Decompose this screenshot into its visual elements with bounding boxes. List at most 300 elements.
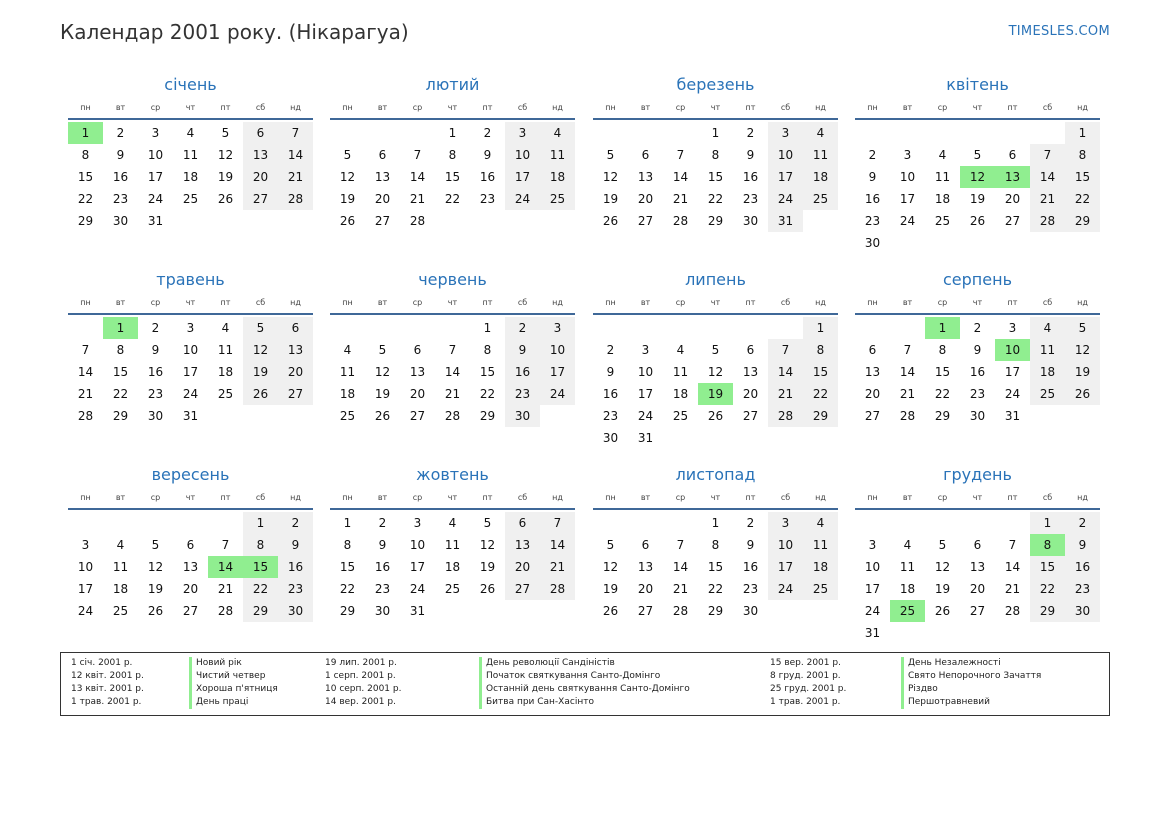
day-cell: 21 (1004, 582, 1021, 596)
day-cell: 3 (186, 321, 195, 335)
day-cell: 5 (606, 148, 615, 162)
day-cell: 27 (1004, 214, 1021, 228)
holiday-row (770, 683, 1100, 696)
day-cell: 12 (707, 365, 724, 379)
holiday-column (71, 657, 321, 709)
day-cell: 15 (803, 361, 838, 383)
month-name: вересень (151, 465, 230, 484)
day-cell: 23 (1065, 578, 1100, 600)
day-cell: 29 (77, 214, 94, 228)
empty-cell (663, 317, 698, 339)
day-cell: 25 (112, 604, 129, 618)
empty-cell (855, 122, 890, 144)
month-name: липень (685, 270, 746, 289)
weekday-label: сб (780, 297, 791, 307)
day-cell: 22 (803, 383, 838, 405)
weekday-label: нд (1077, 492, 1088, 502)
month-name: березень (676, 75, 755, 94)
day-cell: 19 (479, 560, 496, 574)
weekday-label: пн (867, 102, 878, 112)
day-cell: 14 (409, 170, 426, 184)
day-cell: 14 (899, 365, 916, 379)
holiday-row (770, 670, 1100, 683)
day-cell: 4 (540, 122, 575, 144)
day-cell: 28 (444, 409, 461, 423)
day-cell: 5 (1065, 317, 1100, 339)
empty-cell (890, 512, 925, 534)
holiday-date: 12 квіт. 2001 р. (71, 671, 144, 681)
weekday-label: пт (1007, 297, 1018, 307)
weekday-label: пт (220, 102, 231, 112)
weekday-label: сб (517, 492, 528, 502)
weekday-label: пт (1007, 102, 1018, 112)
day-cell: 19 (602, 582, 619, 596)
holiday-name: Початок святкування Санто-Домінго (479, 670, 660, 683)
day-cell: 13 (637, 170, 654, 184)
month-name: січень (164, 75, 217, 94)
day-cell: 28 (409, 214, 426, 228)
weekday-label: чт (710, 102, 721, 112)
holiday-list (60, 652, 1110, 716)
day-cell: 23 (602, 409, 619, 423)
day-cell: 7 (676, 538, 685, 552)
empty-cell (995, 512, 1030, 534)
weekday-label: чт (972, 492, 983, 502)
weekday-label: пн (342, 102, 353, 112)
day-cell: 3 (768, 512, 803, 534)
holiday-name: День праці (189, 696, 248, 709)
weekday-header (855, 96, 1100, 120)
day-cell: 19 (934, 582, 951, 596)
weekday-label: пт (745, 297, 756, 307)
day-cell: 10 (637, 365, 654, 379)
day-grid (330, 122, 575, 232)
day-cell: 19 (339, 192, 356, 206)
month-8 (855, 269, 1100, 427)
day-cell: 26 (374, 409, 391, 423)
day-cell: 12 (602, 560, 619, 574)
day-cell: 21 (672, 192, 689, 206)
holiday-date: 1 січ. 2001 р. (71, 658, 133, 668)
weekday-label: ср (412, 297, 423, 307)
brand-link[interactable]: TIMESLES.COM (1008, 24, 1110, 39)
weekday-label: вт (115, 297, 126, 307)
day-cell: 24 (147, 192, 164, 206)
day-cell: 16 (112, 170, 129, 184)
day-cell: 17 (1004, 365, 1021, 379)
day-cell: 22 (479, 387, 496, 401)
day-cell: 7 (448, 343, 457, 357)
weekday-label: ср (675, 297, 686, 307)
holiday-name: Чистий четвер (189, 670, 265, 683)
day-cell: 3 (151, 126, 160, 140)
day-cell: 16 (969, 365, 986, 379)
weekday-label: чт (447, 102, 458, 112)
day-cell: 26 (147, 604, 164, 618)
day-cell: 23 (278, 578, 313, 600)
day-cell: 13 (409, 365, 426, 379)
empty-cell (960, 122, 995, 144)
day-cell: 5 (378, 343, 387, 357)
day-cell: 21 (899, 387, 916, 401)
weekday-label: ср (675, 102, 686, 112)
day-cell: 5 (711, 343, 720, 357)
day-cell: 10 (409, 538, 426, 552)
day-cell: 10 (768, 144, 803, 166)
holiday-row (770, 657, 1100, 670)
day-cell: 5 (151, 538, 160, 552)
day-cell: 4 (903, 538, 912, 552)
day-cell: 9 (116, 148, 125, 162)
day-cell: 3 (540, 317, 575, 339)
holiday-day-cell: 1 (68, 122, 103, 144)
day-cell: 3 (868, 538, 877, 552)
empty-cell (365, 317, 400, 339)
month-6 (330, 269, 575, 427)
day-cell: 9 (746, 148, 755, 162)
holiday-date: 19 лип. 2001 р. (325, 658, 397, 668)
weekday-header (593, 486, 838, 510)
day-cell: 14 (1004, 560, 1021, 574)
holiday-day-cell: 10 (995, 339, 1030, 361)
holiday-day-cell: 1 (925, 317, 960, 339)
empty-cell (330, 317, 365, 339)
weekday-label: чт (185, 102, 196, 112)
day-cell: 8 (243, 534, 278, 556)
day-cell: 11 (339, 365, 356, 379)
day-cell: 26 (1065, 383, 1100, 405)
month-5 (68, 269, 313, 427)
day-cell: 18 (112, 582, 129, 596)
day-cell: 27 (182, 604, 199, 618)
day-cell: 31 (182, 409, 199, 423)
day-cell: 20 (969, 582, 986, 596)
day-grid (855, 122, 1100, 254)
weekday-label: пн (605, 492, 616, 502)
day-cell: 3 (1008, 321, 1017, 335)
weekday-label: сб (1042, 297, 1053, 307)
day-cell: 22 (1030, 578, 1065, 600)
day-cell: 15 (479, 365, 496, 379)
day-cell: 13 (505, 534, 540, 556)
day-cell: 13 (182, 560, 199, 574)
day-cell: 17 (637, 387, 654, 401)
day-cell: 12 (217, 148, 234, 162)
day-cell: 22 (934, 387, 951, 401)
holiday-name: Новий рік (189, 657, 242, 670)
day-cell: 12 (243, 339, 278, 361)
day-cell: 1 (343, 516, 352, 530)
weekday-header (330, 486, 575, 510)
day-cell: 20 (637, 192, 654, 206)
month-3 (593, 74, 838, 232)
holiday-day-cell: 8 (1030, 534, 1065, 556)
day-cell: 11 (803, 144, 838, 166)
empty-cell (890, 122, 925, 144)
weekday-label: чт (185, 297, 196, 307)
month-1 (68, 74, 313, 232)
day-cell: 11 (444, 538, 461, 552)
day-grid (855, 512, 1100, 644)
holiday-date: 8 груд. 2001 р. (770, 671, 841, 681)
day-cell: 15 (444, 170, 461, 184)
weekday-label: нд (290, 492, 301, 502)
holiday-row (325, 670, 765, 683)
day-cell: 17 (147, 170, 164, 184)
day-grid (593, 122, 838, 232)
day-cell: 4 (343, 343, 352, 357)
weekday-label: чт (972, 102, 983, 112)
weekday-label: вт (377, 492, 388, 502)
day-cell: 29 (803, 405, 838, 427)
empty-cell (628, 317, 663, 339)
day-grid (68, 122, 313, 232)
day-cell: 16 (479, 170, 496, 184)
day-cell: 26 (243, 383, 278, 405)
day-cell: 23 (479, 192, 496, 206)
day-cell: 6 (505, 512, 540, 534)
day-cell: 8 (81, 148, 90, 162)
day-cell: 13 (637, 560, 654, 574)
holiday-day-cell: 15 (243, 556, 278, 578)
weekday-header (68, 486, 313, 510)
day-cell: 11 (899, 560, 916, 574)
day-cell: 22 (112, 387, 129, 401)
day-cell: 24 (505, 188, 540, 210)
holiday-column (325, 657, 765, 709)
day-cell: 27 (969, 604, 986, 618)
day-cell: 20 (864, 387, 881, 401)
day-cell: 22 (339, 582, 356, 596)
day-cell: 6 (641, 148, 650, 162)
day-cell: 27 (243, 188, 278, 210)
day-cell: 21 (1030, 188, 1065, 210)
day-cell: 16 (742, 170, 759, 184)
day-cell: 27 (742, 409, 759, 423)
day-cell: 1 (448, 126, 457, 140)
weekday-header (68, 96, 313, 120)
day-cell: 13 (969, 560, 986, 574)
day-cell: 15 (707, 170, 724, 184)
empty-cell (995, 122, 1030, 144)
holiday-name: Різдво (901, 683, 938, 696)
day-cell: 12 (339, 170, 356, 184)
day-cell: 27 (637, 214, 654, 228)
day-cell: 30 (969, 409, 986, 423)
day-cell: 21 (278, 166, 313, 188)
day-cell: 3 (413, 516, 422, 530)
empty-cell (138, 512, 173, 534)
day-cell: 24 (637, 409, 654, 423)
day-cell: 2 (378, 516, 387, 530)
month-name: травень (156, 270, 225, 289)
day-cell: 20 (243, 166, 278, 188)
weekday-label: вт (377, 102, 388, 112)
day-cell: 31 (768, 210, 803, 232)
day-cell: 17 (77, 582, 94, 596)
empty-cell (663, 512, 698, 534)
day-cell: 1 (483, 321, 492, 335)
day-cell: 16 (1065, 556, 1100, 578)
day-cell: 7 (1030, 144, 1065, 166)
month-name: квітень (946, 75, 1009, 94)
day-cell: 5 (221, 126, 230, 140)
empty-cell (1030, 122, 1065, 144)
day-cell: 6 (1008, 148, 1017, 162)
day-grid (593, 512, 838, 622)
day-cell: 17 (899, 192, 916, 206)
weekday-label: вт (377, 297, 388, 307)
day-cell: 17 (540, 361, 575, 383)
day-cell: 25 (217, 387, 234, 401)
month-name: червень (418, 270, 487, 289)
day-cell: 25 (672, 409, 689, 423)
day-cell: 26 (602, 604, 619, 618)
weekday-label: пт (220, 492, 231, 502)
empty-cell (663, 122, 698, 144)
day-cell: 2 (746, 126, 755, 140)
weekday-label: нд (1077, 297, 1088, 307)
empty-cell (68, 512, 103, 534)
day-cell: 8 (116, 343, 125, 357)
day-cell: 26 (217, 192, 234, 206)
weekday-label: пн (867, 492, 878, 502)
page-title: Календар 2001 року. (Нікарагуа) (60, 20, 409, 44)
day-cell: 20 (742, 387, 759, 401)
day-cell: 14 (672, 170, 689, 184)
day-cell: 29 (707, 214, 724, 228)
day-cell: 16 (864, 192, 881, 206)
holiday-name: Свято Непорочного Зачаття (901, 670, 1041, 683)
day-cell: 29 (707, 604, 724, 618)
day-cell: 7 (221, 538, 230, 552)
weekday-label: пн (342, 492, 353, 502)
empty-cell (103, 512, 138, 534)
day-cell: 6 (413, 343, 422, 357)
day-cell: 9 (151, 343, 160, 357)
holiday-row (770, 696, 1100, 709)
day-cell: 22 (1065, 188, 1100, 210)
weekday-label: вт (902, 297, 913, 307)
day-cell: 8 (1065, 144, 1100, 166)
empty-cell (925, 122, 960, 144)
day-cell: 21 (77, 387, 94, 401)
day-cell: 22 (707, 192, 724, 206)
day-cell: 17 (409, 560, 426, 574)
day-cell: 24 (182, 387, 199, 401)
day-cell: 6 (746, 343, 755, 357)
weekday-label: сб (517, 102, 528, 112)
day-cell: 28 (768, 405, 803, 427)
day-cell: 9 (378, 538, 387, 552)
day-cell: 18 (444, 560, 461, 574)
day-cell: 18 (803, 166, 838, 188)
weekday-label: сб (780, 102, 791, 112)
day-cell: 19 (147, 582, 164, 596)
empty-cell (698, 317, 733, 339)
day-grid (330, 317, 575, 427)
day-cell: 23 (742, 192, 759, 206)
day-cell: 7 (540, 512, 575, 534)
day-cell: 10 (182, 343, 199, 357)
day-cell: 1 (711, 516, 720, 530)
day-cell: 13 (243, 144, 278, 166)
holiday-day-cell: 19 (698, 383, 733, 405)
holiday-column (770, 657, 1100, 709)
day-cell: 28 (217, 604, 234, 618)
day-cell: 24 (77, 604, 94, 618)
empty-cell (400, 317, 435, 339)
day-cell: 9 (973, 343, 982, 357)
day-cell: 14 (278, 144, 313, 166)
day-cell: 17 (182, 365, 199, 379)
day-cell: 4 (1030, 317, 1065, 339)
day-cell: 27 (637, 604, 654, 618)
day-cell: 21 (217, 582, 234, 596)
day-cell: 14 (540, 534, 575, 556)
day-cell: 14 (77, 365, 94, 379)
day-cell: 13 (374, 170, 391, 184)
day-cell: 3 (768, 122, 803, 144)
weekday-label: нд (815, 492, 826, 502)
day-cell: 17 (505, 166, 540, 188)
day-cell: 11 (1030, 339, 1065, 361)
day-cell: 10 (540, 339, 575, 361)
month-name: грудень (943, 465, 1012, 484)
day-cell: 31 (637, 431, 654, 445)
day-cell: 4 (676, 343, 685, 357)
day-cell: 1 (803, 317, 838, 339)
weekday-label: нд (290, 297, 301, 307)
day-cell: 23 (374, 582, 391, 596)
day-cell: 24 (768, 188, 803, 210)
day-cell: 24 (899, 214, 916, 228)
weekday-label: чт (710, 492, 721, 502)
holiday-day-cell: 25 (890, 600, 925, 622)
weekday-label: пн (80, 297, 91, 307)
holiday-date: 1 трав. 2001 р. (71, 697, 142, 707)
weekday-label: нд (552, 492, 563, 502)
holiday-date: 1 серп. 2001 р. (325, 671, 396, 681)
day-cell: 16 (147, 365, 164, 379)
day-cell: 12 (934, 560, 951, 574)
weekday-label: пт (482, 102, 493, 112)
weekday-label: ср (150, 492, 161, 502)
day-cell: 3 (505, 122, 540, 144)
day-cell: 2 (868, 148, 877, 162)
day-cell: 21 (540, 556, 575, 578)
weekday-header (593, 96, 838, 120)
day-cell: 25 (339, 409, 356, 423)
day-cell: 28 (540, 578, 575, 600)
holiday-name: Першотравневий (901, 696, 990, 709)
holiday-row (71, 657, 321, 670)
day-cell: 14 (444, 365, 461, 379)
weekday-header (330, 291, 575, 315)
holiday-name: Хороша п'ятниця (189, 683, 278, 696)
day-cell: 18 (1030, 361, 1065, 383)
weekday-label: пт (1007, 492, 1018, 502)
empty-cell (208, 512, 243, 534)
day-cell: 22 (444, 192, 461, 206)
empty-cell (960, 512, 995, 534)
day-cell: 3 (903, 148, 912, 162)
day-cell: 19 (1065, 361, 1100, 383)
day-cell: 6 (186, 538, 195, 552)
weekday-label: нд (552, 102, 563, 112)
day-cell: 11 (112, 560, 129, 574)
day-cell: 29 (1065, 210, 1100, 232)
